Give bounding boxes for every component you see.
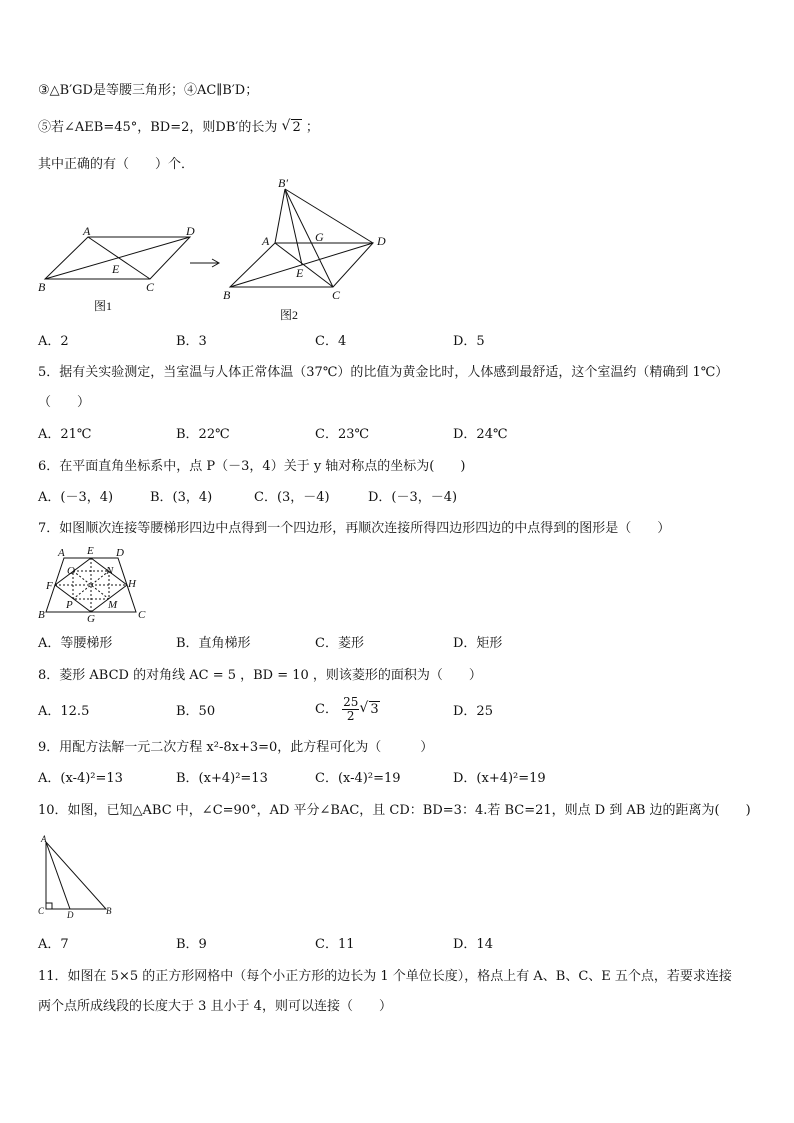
q7-stem: 7．如图顺次连接等腰梯形四边中点得到一个四边形，再顺次连接所得四边形四边的中点得到的图形是（ ） xyxy=(38,521,671,536)
q7-label-o: O xyxy=(67,565,75,577)
fig1-label-a: A xyxy=(83,224,91,238)
fig1-label-d: D xyxy=(186,224,195,238)
q10-option-b[interactable]: B．9 xyxy=(176,937,207,952)
q5-stem: 5．据有关实验测定，当室温与人体正常体温（37℃）的比值为黄金比时，人体感到最舒适，这个室温约（精确到 1℃） xyxy=(38,365,729,380)
q5-option-d[interactable]: D．24℃ xyxy=(453,427,508,442)
fig2-label-g: G xyxy=(315,230,324,244)
fig1-label-c: C xyxy=(146,280,155,294)
q7-label-f: F xyxy=(46,580,53,592)
q7-label-m: M xyxy=(108,599,118,611)
q8-option-b[interactable]: B．50 xyxy=(176,704,216,719)
statement-5-prefix: ⑤若∠AEB=45°，BD=2，则DB′的长为 xyxy=(38,120,278,135)
q-prev-option-b[interactable]: B．3 xyxy=(176,334,207,349)
fig2-label-e: E xyxy=(296,266,304,280)
q-prev-option-a[interactable]: A．2 xyxy=(38,334,69,349)
q7-label-e: E xyxy=(87,545,94,557)
q11-stem-line2: 两个点所成线段的长度大于 3 且小于 4，则可以连接（ ） xyxy=(38,999,392,1014)
q7-option-c[interactable]: C．菱形 xyxy=(315,636,364,651)
q7-label-n: N xyxy=(106,565,114,577)
q11-stem-line1: 11．如图在 5×5 的正方形网格中（每个小正方形的边长为 1 个单位长度），格点上有 A、B、C、E 五个点，若要求连接 xyxy=(38,969,732,984)
statement-5 xyxy=(38,119,319,137)
figure-q10-triangle xyxy=(36,834,126,924)
q9-option-c[interactable]: C．(x-4)²=19 xyxy=(315,771,401,786)
figure-1-2 xyxy=(0,175,794,325)
q5-option-b[interactable]: B．22℃ xyxy=(176,427,230,442)
q5-option-c[interactable]: C．23℃ xyxy=(315,427,370,442)
q8-option-c[interactable] xyxy=(315,696,380,723)
q10-label-d: D xyxy=(67,910,74,920)
q10-option-c[interactable]: C．11 xyxy=(315,937,355,952)
q8-stem: 8．菱形 ABCD 的对角线 AC = 5 ，BD = 10 ，则该菱形的面积为（ ） xyxy=(38,668,482,683)
q7-option-d[interactable]: D．矩形 xyxy=(453,636,503,651)
q8-option-d[interactable]: D．25 xyxy=(453,704,493,719)
q5-stem-paren: （ ） xyxy=(38,395,91,410)
fig2-label-b1: B′ xyxy=(278,176,288,190)
q8-fraction: $\frac{25}{2}$ xyxy=(343,695,359,723)
q10-label-a: A xyxy=(41,834,47,844)
q7-label-h: H xyxy=(128,578,136,590)
q7-label-c: C xyxy=(138,609,146,621)
q-prev-option-d[interactable]: D．5 xyxy=(453,334,485,349)
question-stem-correct-count: 其中正确的有（ ）个． xyxy=(38,157,195,172)
q6-option-d[interactable]: D．(－3，－4) xyxy=(368,490,458,505)
statement-5-suffix: ； xyxy=(305,120,319,135)
fig2-label-b: B xyxy=(223,288,231,302)
q7-label-g: G xyxy=(87,613,95,624)
q7-label-d: D xyxy=(116,547,124,559)
fig2-b1-a xyxy=(275,189,285,243)
q6-option-c[interactable]: C．(3，－4) xyxy=(254,490,330,505)
q9-option-a[interactable]: A．(x-4)²=13 xyxy=(38,771,123,786)
q10-option-a[interactable]: A．7 xyxy=(38,937,69,952)
fig1-caption: 图1 xyxy=(94,299,113,313)
fig2-label-d: D xyxy=(377,234,386,248)
fig2-label-a: A xyxy=(262,234,270,248)
q10-stem: 10．如图，已知△ABC 中，∠C=90°，AD 平分∠BAC，且 CD：BD=3：4.若 BC=21，则点 D 到 AB 边的距离为( ) xyxy=(38,803,751,818)
q7-label-p: P xyxy=(66,599,73,611)
q10-label-b: B xyxy=(106,906,112,916)
fig1-label-e: E xyxy=(112,262,120,276)
statement-3-4: ③△B′GD是等腰三角形；④AC∥B′D； xyxy=(38,83,259,98)
q10-right-angle-mark xyxy=(46,903,52,909)
q10-bisector-ad xyxy=(46,842,70,909)
q9-stem: 9．用配方法解一元二次方程 x²-8x+3=0，此方程可化为（ ） xyxy=(38,740,434,755)
q-prev-option-c[interactable]: C．4 xyxy=(315,334,347,349)
q7-option-a[interactable]: A．等腰梯形 xyxy=(38,636,113,651)
q10-option-d[interactable]: D．14 xyxy=(453,937,493,952)
q8-sqrt-3: √ 3 xyxy=(359,700,379,717)
q10-label-c: C xyxy=(38,906,45,916)
q8-option-c-label: C． xyxy=(315,702,338,717)
q10-triangle xyxy=(46,842,106,909)
sqrt-2: √ 2 xyxy=(281,118,301,135)
q7-option-b[interactable]: B．直角梯形 xyxy=(176,636,251,651)
q9-option-d[interactable]: D．(x+4)²=19 xyxy=(453,771,546,786)
q5-option-a[interactable]: A．21℃ xyxy=(38,427,92,442)
q9-option-b[interactable]: B．(x+4)²=13 xyxy=(176,771,268,786)
q8-option-a[interactable]: A．12.5 xyxy=(38,704,90,719)
q6-option-b[interactable]: B．(3，4) xyxy=(150,490,213,505)
fig1-label-b: B xyxy=(38,280,46,294)
q7-label-b: B xyxy=(38,609,45,621)
fig2-b1-e xyxy=(285,189,302,265)
figure-q7-trapezoid xyxy=(34,544,154,624)
q6-option-a[interactable]: A．(－3，4) xyxy=(38,490,114,505)
fig2-label-c: C xyxy=(332,288,341,302)
fig2-ac xyxy=(275,243,333,287)
fig2-caption: 图2 xyxy=(280,308,299,322)
q6-stem: 6．在平面直角坐标系中，点 P（－3，4）关于 y 轴对称点的坐标为( ) xyxy=(38,459,466,474)
q7-label-a: A xyxy=(58,547,65,559)
